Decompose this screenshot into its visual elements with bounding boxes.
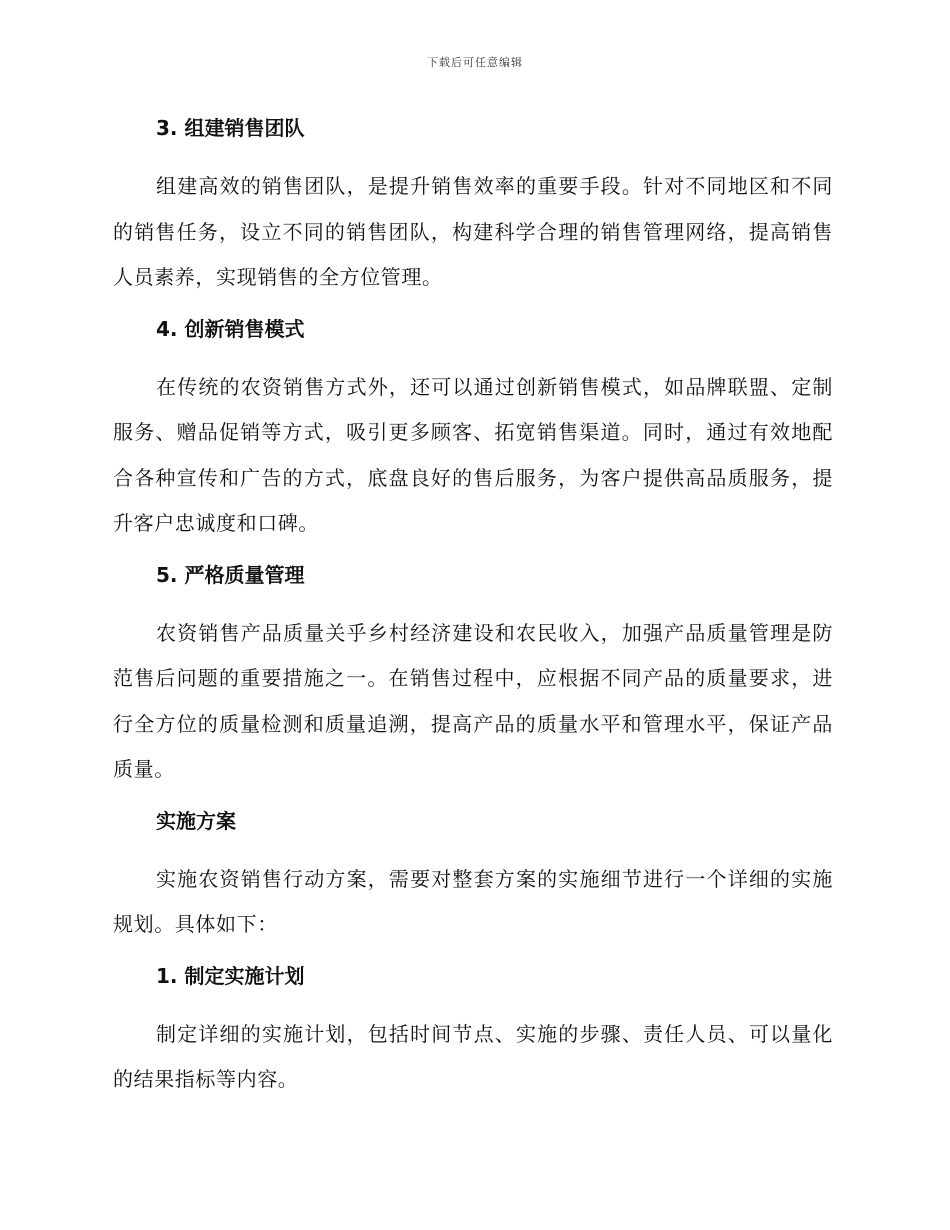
paragraph-sales-team: 组建高效的销售团队，是提升销售效率的重要手段。针对不同地区和不同的销售任务，设立不同的销售团队，构建科学合理的销售管理网络，提高销售人员素养，实现销售的全方位管理。	[113, 174, 833, 289]
paragraph-sales-model: 在传统的农资销售方式外，还可以通过创新销售模式，如品牌联盟、定制服务、赠品促销等方式，吸引更多顾客、拓宽销售渠道。同时，通过有效地配合各种宣传和广告的方式，底盘良好的售后服务，为客户提供高品质服务，提升客户忠诚度和口碑。	[113, 374, 833, 535]
paragraph-implementation-plan: 实施农资销售行动方案，需要对整套方案的实施细节进行一个详细的实施规划。具体如下：	[113, 866, 833, 936]
section-heading-innovate-sales-model: 4. 创新销售模式	[156, 316, 305, 341]
section-heading-form-sales-team: 3. 组建销售团队	[156, 116, 305, 140]
page-header: 下载后可任意编辑	[427, 56, 523, 69]
paragraph-make-plan: 制定详细的实施计划，包括时间节点、实施的步骤、责任人员、可以量化的结果指标等内容。	[113, 1021, 833, 1091]
paragraph-quality-management: 农资销售产品质量关乎乡村经济建设和农民收入，加强产品质量管理是防范售后问题的重要措施之一。在销售过程中，应根据不同产品的质量要求，进行全方位的质量检测和质量追溯，提高产品的质量水平和管理水平，保证产品质量。	[113, 620, 833, 781]
section-heading-quality-management: 5. 严格质量管理	[156, 562, 305, 587]
section-heading-make-plan: 1. 制定实施计划	[156, 963, 305, 988]
document-body	[113, 112, 833, 1115]
section-heading-implementation-plan: 实施方案	[156, 808, 236, 833]
